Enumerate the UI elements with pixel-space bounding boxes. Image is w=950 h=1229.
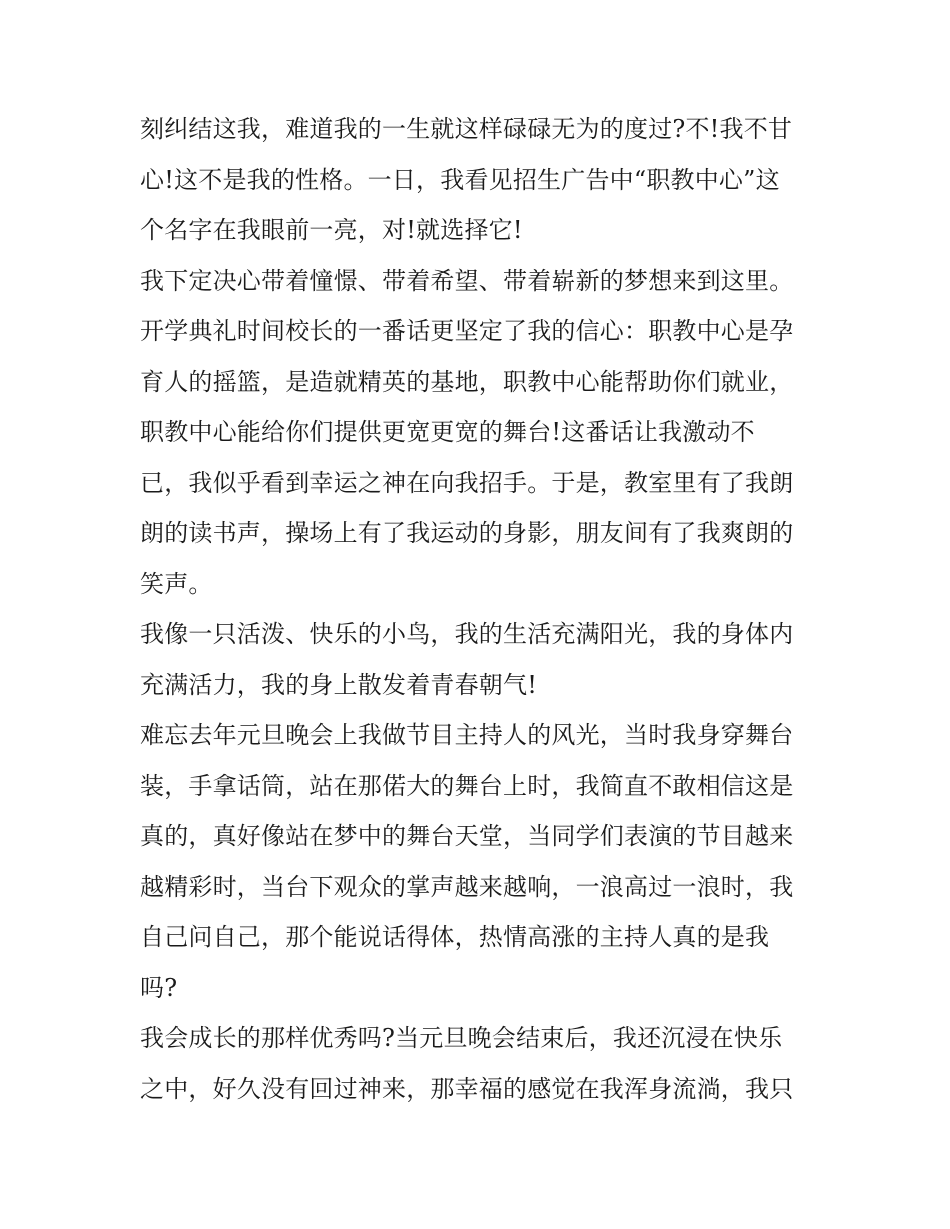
text-line-8: 已，我似乎看到幸运之神在向我招手。于是，教室里有了我朗 — [140, 468, 794, 497]
text-line-12: 充满活力，我的身上散发着青春朝气! — [140, 670, 538, 699]
text-line-10: 笑声。 — [140, 569, 213, 598]
text-line-5: 开学典礼时间校长的一番话更坚定了我的信心：职教中心是孕 — [140, 317, 794, 345]
text-line-14: 装，手拿话筒，站在那偌大的舞台上时，我简直不敢相信这是 — [140, 771, 794, 800]
text-line-3: 个名字在我眼前一亮，对!就选择它! — [140, 216, 523, 244]
text-line-16: 越精彩时，当台下观众的掌声越来越响，一浪高过一浪时，我 — [140, 872, 794, 901]
text-line-7: 职教中心能给你们提供更宽更宽的舞台!这番话让我激动不 — [140, 418, 755, 446]
text-line-17: 自己问自己，那个能说话得体，热情高涨的主持人真的是我 — [140, 923, 770, 951]
text-line-15: 真的，真好像站在梦中的舞台天堂，当同学们表演的节目越来 — [140, 822, 794, 850]
text-line-13: 难忘去年元旦晚会上我做节目主持人的风光，当时我身穿舞台 — [140, 721, 794, 749]
text-line-18: 吗? — [140, 973, 178, 1002]
text-line-19: 我会成长的那样优秀吗?当元旦晚会结束后，我还沉浸在快乐 — [140, 1024, 783, 1052]
text-line-2: 心!这不是我的性格。一日，我看见招生广告中“职教中心”这 — [140, 165, 780, 194]
text-line-4: 我下定决心带着憧憬、带着希望、带着崭新的梦想来到这里。 — [140, 266, 794, 295]
text-line-11: 我像一只活泼、快乐的小鸟，我的生活充满阳光，我的身体内 — [140, 620, 794, 648]
document-body — [140, 104, 820, 1114]
text-line-9: 朗的读书声，操场上有了我运动的身影，朋友间有了我爽朗的 — [140, 519, 794, 547]
text-line-6: 育人的摇篮，是造就精英的基地，职教中心能帮助你们就业， — [140, 367, 794, 396]
text-line-1: 刻纠结这我，难道我的一生就这样碌碌无为的度过?不!我不甘 — [140, 115, 793, 143]
text-line-20: 之中，好久没有回过神来，那幸福的感觉在我浑身流淌，我只 — [140, 1074, 794, 1103]
